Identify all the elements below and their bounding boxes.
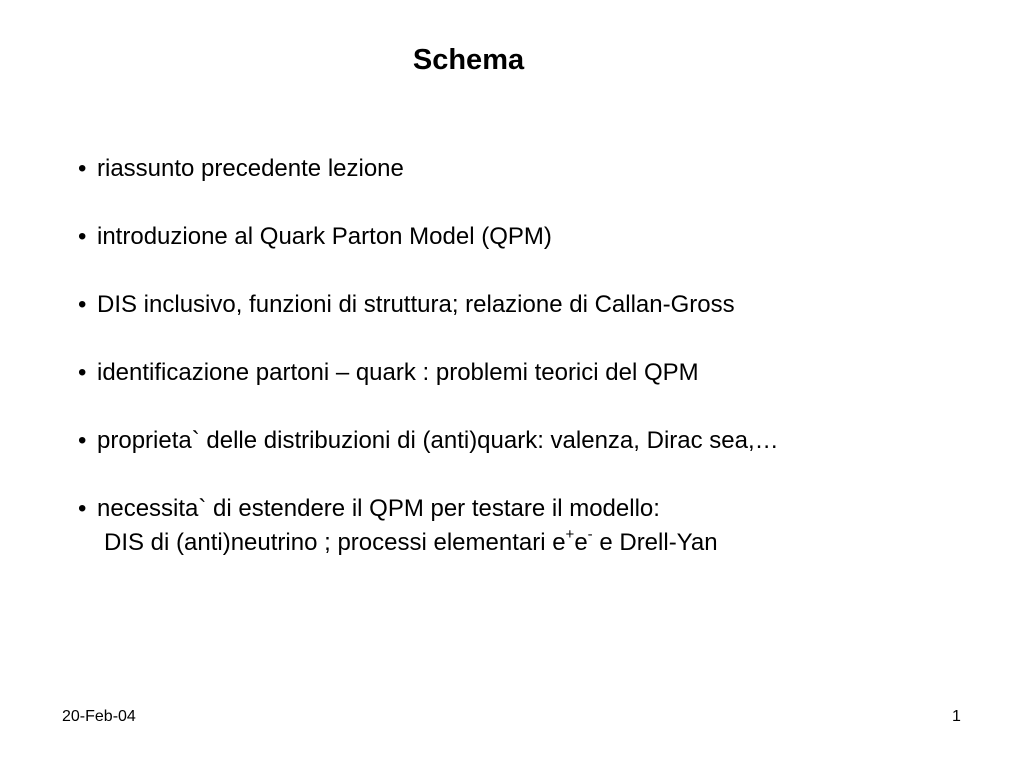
- bullet-list: [78, 152, 779, 594]
- bullet-item: [78, 152, 779, 186]
- bullet-text: proprieta` delle distribuzioni di (anti)quark: valenza, Dirac sea,…: [97, 427, 779, 454]
- bullet-item: [78, 424, 779, 458]
- continuation-mid: e: [574, 529, 588, 556]
- bullet-marker: •: [78, 495, 87, 522]
- superscript-plus: +: [565, 526, 575, 543]
- footer-date: 20-Feb-04: [62, 708, 136, 725]
- bullet-text: necessita` di estendere il QPM per testare il modello:: [97, 495, 660, 522]
- bullet-item: [78, 220, 779, 254]
- slide-title: Schema: [412, 44, 525, 76]
- bullet-marker: •: [78, 155, 87, 182]
- bullet-item: [78, 492, 779, 560]
- bullet-marker: •: [78, 359, 87, 386]
- bullet-marker: •: [78, 223, 87, 250]
- continuation-prefix: DIS di (anti)neutrino ; processi elementari e: [104, 529, 566, 556]
- superscript-minus: -: [587, 526, 593, 543]
- continuation-suffix: e Drell-Yan: [592, 529, 718, 556]
- bullet-item: [78, 288, 779, 322]
- bullet-marker: •: [78, 291, 87, 318]
- bullet-text: identificazione partoni – quark : problemi teorici del QPM: [97, 359, 699, 386]
- bullet-text: DIS inclusivo, funzioni di struttura; relazione di Callan-Gross: [97, 291, 735, 318]
- bullet-continuation: [78, 526, 779, 560]
- bullet-text: riassunto precedente lezione: [97, 155, 404, 182]
- page-number: 1: [952, 708, 961, 725]
- bullet-item: [78, 356, 779, 390]
- bullet-text: introduzione al Quark Parton Model (QPM): [97, 223, 552, 250]
- bullet-marker: •: [78, 427, 87, 454]
